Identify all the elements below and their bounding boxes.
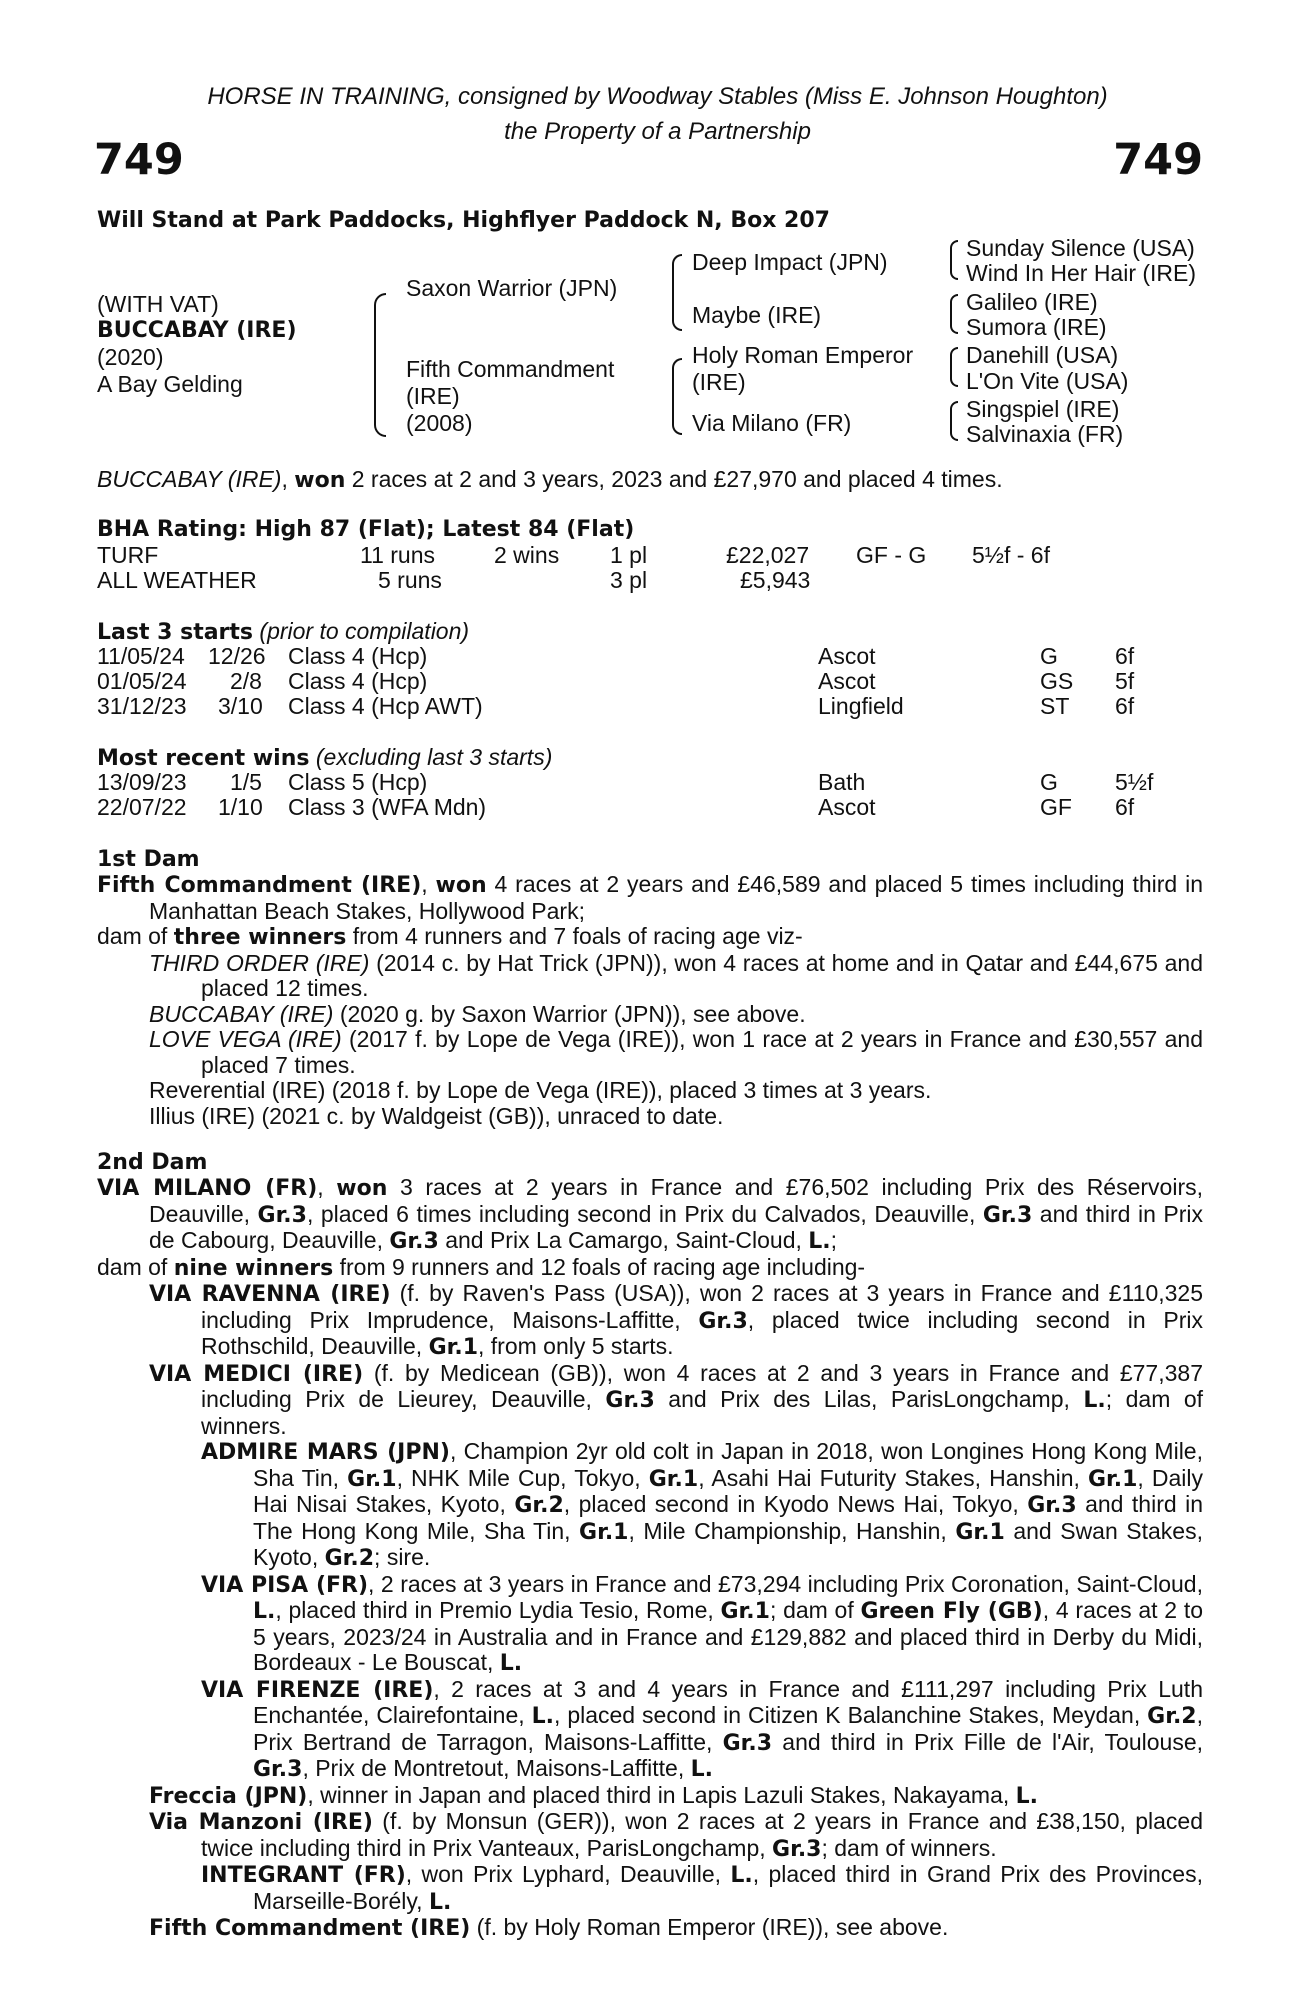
list-item: VIA RAVENNA (IRE) (f. by Raven's Pass (USA)), won 2 races at 3 years in France and £110,325 including Prix Imprudence, Maisons-Laffitte, Gr.3, placed twice including second in Prix Rothschild, Deauville, Gr.1, from only 5 starts. — [149, 1280, 1203, 1360]
lot-number-right: 749 — [1113, 135, 1203, 185]
dam-brace — [672, 358, 682, 435]
list-item: ADMIRE MARS (JPN), Champion 2yr old colt in Japan in 2018, won Longines Hong Kong Mile, Sha Tin, Gr.1, NHK Mile Cup, Tokyo, Gr.1, Asahi Hai Futurity Stakes, Hanshin, Gr.1, Daily Hai Nisai Stakes, Kyoto, Gr.2, placed second in Kyodo News Hai, Tokyo, Gr.3 and third in The Hong Kong Mile, Sha Tin, Gr.1, Mile Championship, Hanshin, Gr.1 and Swan Stakes, Kyoto, Gr.2; sire. — [201, 1438, 1204, 1571]
ss-brace — [950, 240, 958, 280]
sd-dam: Sumora (IRE) — [966, 314, 1107, 340]
dam-line1: Fifth Commandment — [406, 356, 615, 382]
consignor-line: HORSE IN TRAINING, consigned by Woodway Stables (Miss E. Johnson Houghton) — [207, 83, 1108, 110]
last3-title: Last 3 starts (prior to compilation) — [97, 618, 470, 645]
second-dam-paragraph: VIA MILANO (FR), won 3 races at 2 years in France and £76,502 including Prix des Réservoirs, Deauville, Gr.3, placed 6 times including second in Prix du Calvados, Deauville, Gr.3 and third in Prix de Cabourg, Deauville, Gr.3 and Prix La Camargo, Saint-Cloud, L.; — [97, 1174, 1203, 1254]
dd-sire: Singspiel (IRE) — [966, 396, 1120, 422]
horse-year: (2020) — [97, 344, 164, 370]
sire: Saxon Warrior (JPN) — [406, 275, 618, 301]
list-item: LOVE VEGA (IRE) (2017 f. by Lope de Vega (IRE)), won 1 race at 2 years in France and £30,557 and placed 7 times. — [149, 1026, 1203, 1078]
list-item: THIRD ORDER (IRE) (2014 c. by Hat Trick (JPN)), won 4 races at home and in Qatar and £44,675 and placed 12 times. — [149, 949, 1203, 1001]
sire-brace — [672, 254, 682, 331]
ds-sire: Danehill (USA) — [966, 342, 1119, 368]
bha-rating-title: BHA Rating: High 87 (Flat); Latest 84 (Flat) — [97, 517, 635, 542]
dam-dam: Via Milano (FR) — [692, 410, 852, 436]
list-item: Fifth Commandment (IRE) (f. by Holy Roman Emperor (IRE)), see above. — [149, 1914, 949, 1941]
second-dam-produce-intro: dam of nine winners from 9 runners and 12 foals of racing age including- — [97, 1253, 866, 1281]
summary-line: BUCCABAY (IRE), won 2 races at 2 and 3 years, 2023 and £27,970 and placed 4 times. — [97, 466, 1003, 493]
sire-sire: Deep Impact (JPN) — [692, 249, 888, 275]
ss-dam: Wind In Her Hair (IRE) — [966, 260, 1197, 286]
horse-description: A Bay Gelding — [97, 371, 243, 397]
manzoni-produce-list — [149, 1862, 1203, 1915]
summary-text: 2 races at 2 and 3 years, 2023 and £27,970 and placed 4 times. — [345, 466, 1003, 492]
stand-location: Will Stand at Park Paddocks, Highflyer Paddock N, Box 207 — [97, 208, 830, 233]
ss-sire: Sunday Silence (USA) — [966, 235, 1195, 261]
vat-note: (WITH VAT) — [97, 291, 219, 317]
property-line: the Property of a Partnership — [504, 118, 811, 145]
first-dam-produce-list — [97, 951, 1203, 1130]
second-dam-produce-list — [97, 1281, 1203, 1942]
list-item: INTEGRANT (FR), won Prix Lyphard, Deauville, L., placed third in Grand Prix des Provinces, Marseille-Borély, L. — [201, 1861, 1203, 1915]
second-dam-section — [97, 1175, 1203, 1942]
first-dam-heading: 1st Dam — [97, 847, 200, 872]
horse-name: BUCCABAY (IRE) — [97, 318, 297, 343]
first-dam-produce-intro: dam of three winners from 4 runners and 7 foals of racing age viz- — [97, 923, 803, 950]
first-dam-paragraph: Fifth Commandment (IRE), won 4 races at 2 years and £46,589 and placed 5 times including third in Manhattan Beach Stakes, Hollywood Park; — [97, 871, 1203, 924]
list-item: Illius (IRE) (2021 c. by Waldgeist (GB)), unraced to date. — [149, 1102, 724, 1129]
second-dam-heading: 2nd Dam — [97, 1150, 208, 1175]
list-item: Reverential (IRE) (2018 f. by Lope de Vega (IRE)), placed 3 times at 3 years. — [149, 1077, 932, 1103]
dam-line3: (2008) — [406, 410, 473, 436]
sire-dam: Maybe (IRE) — [692, 302, 822, 328]
first-dam-section — [97, 872, 1203, 1129]
sd-sire: Galileo (IRE) — [966, 289, 1098, 315]
dam-sire-line1: Holy Roman Emperor — [692, 342, 914, 368]
summary-won: won — [294, 468, 346, 493]
dam-sire-line2: (IRE) — [692, 369, 746, 395]
dam-line2: (IRE) — [406, 383, 460, 409]
list-item: VIA FIRENZE (IRE), 2 races at 3 and 4 years in France and £111,297 including Prix Luth Enchantée, Clairefontaine, L., placed second in Citizen K Balanchine Stakes, Meydan, Gr.2, Prix Bertrand de Tarragon, Maisons-Laffitte, Gr.3 and third in Prix Fille de l'Air, Toulouse, Gr.3, Prix de Montretout, Maisons-Laffitte, L. — [201, 1675, 1203, 1782]
ds-dam: L'On Vite (USA) — [966, 368, 1129, 394]
pedigree-brace — [374, 293, 386, 437]
lot-number-left: 749 — [94, 135, 184, 185]
list-item: Via Manzoni (IRE) (f. by Monsun (GER)), won 2 races at 2 years in France and £38,150, placed twice including third in Prix Vanteaux, ParisLongchamp, Gr.3; dam of winners. — [149, 1808, 1203, 1862]
dd-brace — [950, 401, 958, 441]
medici-produce-list — [149, 1439, 1203, 1783]
sd-brace — [950, 294, 958, 334]
list-item: VIA MEDICI (IRE) (f. by Medicean (GB)), won 4 races at 2 and 3 years in France and £77,387 including Prix de Lieurey, Deauville, Gr.3 and Prix des Lilas, ParisLongchamp, L.; dam of winners. — [149, 1359, 1204, 1439]
list-item: BUCCABAY (IRE) (2020 g. by Saxon Warrior (JPN)), see above. — [149, 1000, 806, 1027]
list-item: VIA PISA (FR), 2 races at 3 years in France and £73,294 including Prix Coronation, Saint-Cloud, L., placed third in Premio Lydia Tesio, Rome, Gr.1; dam of Green Fly (GB), 4 races at 2 to 5 years, 2023/24 in Australia and in France and £129,882 and placed third in Derby du Midi, Bordeaux - Le Bouscat, L. — [201, 1570, 1204, 1676]
list-item: Freccia (JPN), winner in Japan and placed third in Lapis Lazuli Stakes, Nakayama, L. — [149, 1781, 1039, 1809]
summary-horse-name: BUCCABAY (IRE) — [97, 466, 282, 492]
ds-brace — [950, 347, 958, 387]
dd-dam: Salvinaxia (FR) — [966, 421, 1124, 447]
recent-wins-title: Most recent wins (excluding last 3 starts) — [97, 744, 553, 771]
